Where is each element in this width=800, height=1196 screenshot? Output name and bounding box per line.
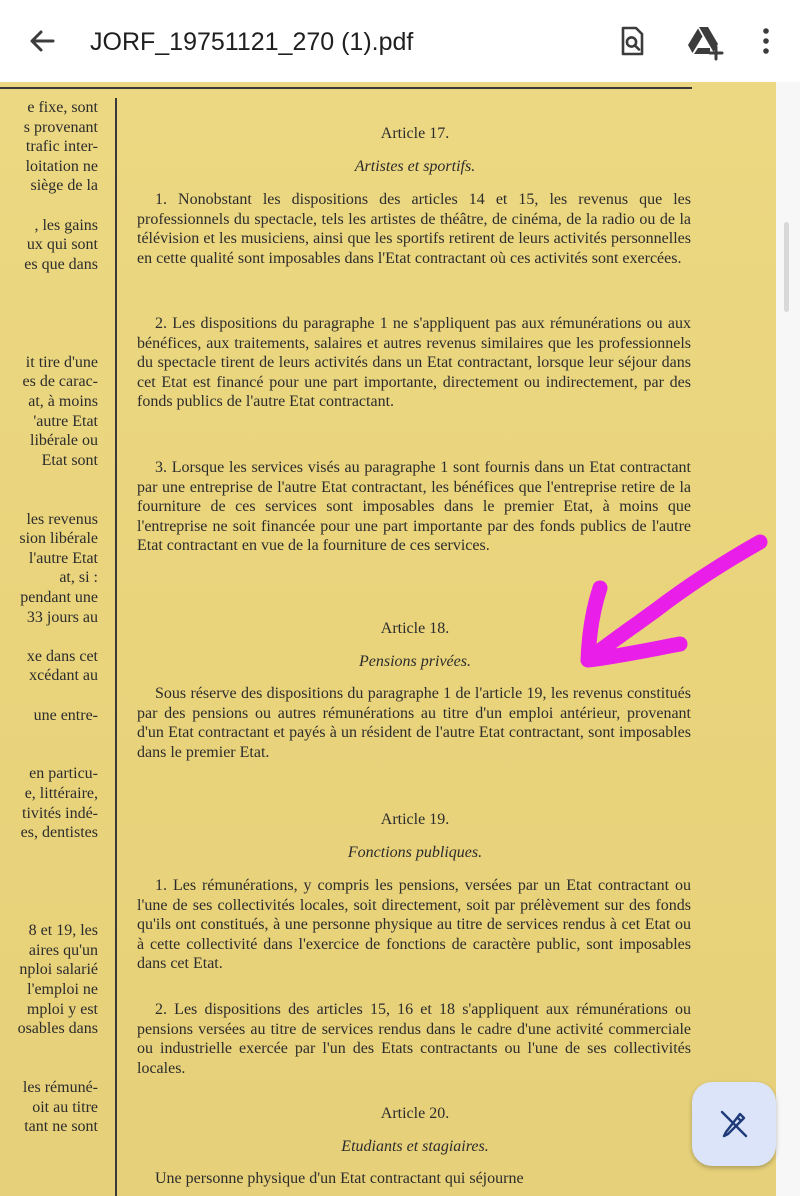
article-18-subheading: Pensions privées.	[359, 653, 471, 670]
left-column-line: aires qu'un	[28, 941, 98, 959]
left-column-line: es, dentistes	[20, 824, 98, 842]
left-column-line: xcédant au	[29, 667, 98, 685]
left-column-line: at, si :	[59, 569, 98, 587]
more-vert-icon[interactable]	[746, 21, 786, 61]
left-column-line: une entre-	[33, 706, 98, 724]
left-column-fragment	[0, 82, 98, 1196]
article-17-heading: Article 17.	[380, 125, 450, 142]
pen-edit-icon	[718, 1108, 750, 1140]
left-column-line: , les gains	[34, 216, 98, 234]
left-column-line: tivités indé-	[22, 804, 98, 822]
app-bar	[0, 0, 800, 82]
left-column-line: e, littéraire,	[24, 785, 98, 802]
left-column-line: les rémuné-	[22, 1079, 98, 1096]
left-column-line: libérale ou	[30, 432, 98, 450]
scrollbar[interactable]	[776, 82, 800, 1196]
left-column-line: l'autre Etat	[28, 549, 98, 567]
column-divider	[115, 98, 117, 1196]
left-column-line: osables dans	[17, 1020, 98, 1038]
left-column-line: siège de la	[30, 177, 98, 195]
left-column-line: mploi y est	[26, 1000, 98, 1018]
article-17-subheading: Artistes et sportifs.	[354, 158, 476, 175]
left-column-line: 'autre Etat	[33, 412, 98, 430]
left-column-line: trafic inter-	[25, 138, 98, 156]
article-19-heading: Article 19.	[380, 811, 450, 828]
find-in-page-icon[interactable]	[612, 21, 652, 61]
left-column-line: loitation ne	[25, 157, 98, 175]
left-column-line: nploi salarié	[19, 961, 98, 979]
left-column-line: it tire d'une	[25, 353, 98, 371]
left-column-line: ux qui sont	[26, 236, 98, 254]
left-column-line: les revenus	[26, 510, 98, 528]
article-18-paragraph-1: Sous réserve des dispositions du paragraphe 1 de l'article 19, les revenus constitués par des pensions ou autres rémunérations au titre d'un emploi antérieur, provenant d'un Etat contractant et payés à un résident de l'autre Etat contractant, sont imposables dans le premier Etat.	[137, 685, 691, 761]
left-column-line: xe dans cet	[26, 647, 98, 665]
left-column-line: 33 jours au	[26, 608, 98, 626]
left-column-line: tant ne sont	[24, 1118, 98, 1136]
left-column-line: s provenant	[23, 118, 98, 136]
add-to-drive-icon[interactable]	[684, 21, 724, 61]
left-column-line: 8 et 19, les	[28, 922, 98, 940]
scanned-page	[0, 82, 776, 1196]
left-column-line: pendant une	[20, 589, 98, 606]
left-column-line: es de carac-	[22, 373, 98, 391]
document-title: JORF_19751121_270 (1).pdf	[90, 28, 414, 56]
article-20-paragraph-1: Une personne physique d'un Etat contractant qui séjourne	[155, 1170, 524, 1187]
left-column-line: en particu-	[29, 765, 98, 783]
article-20-heading: Article 20.	[380, 1105, 450, 1122]
back-arrow-icon[interactable]	[22, 21, 62, 61]
pdf-viewer[interactable]	[0, 82, 800, 1196]
left-column-line: Etat sont	[41, 451, 98, 469]
article-17-paragraph-1: 1. Nonobstant les dispositions des articles 14 et 15, les revenus que les professionnels du spectacle, tels les artistes de théâtre, de cinéma, de la radio ou de la télévision et les musiciens, ainsi que les sportifs retirent de leurs activités personnelles en cette qualité sont imposables dans l'Etat contractant où ces activités sont exercées.	[137, 191, 691, 267]
scrollbar-thumb[interactable]	[784, 222, 789, 312]
article-18-heading: Article 18.	[380, 620, 450, 637]
article-20-subheading: Etudiants et stagiaires.	[341, 1138, 489, 1155]
article-19-paragraph-2: 2. Les dispositions des articles 15, 16 et 18 s'appliquent aux rémunérations ou pensions versées au titre de services rendus dans le cadre d'une activité commerciale ou industrielle exercée par l'un des Etats contractants ou l'une de ses collectivités locales.	[137, 1001, 691, 1077]
article-17-paragraph-3: 3. Lorsque les services visés au paragraphe 1 sont fournis dans un Etat contractant par une entreprise de l'autre Etat contractant, les bénéfices que l'entreprise retire de la fourniture de ces services sont imposables dans le premier Etat, à moins que l'entreprise ne soit financée pour une part importante par des fonds publics de l'autre Etat contractant en vue de la fourniture de ces services.	[137, 459, 691, 555]
article-19-subheading: Fonctions publiques.	[347, 844, 483, 861]
left-column-line: at, à moins	[28, 393, 98, 410]
edit-fab-button[interactable]	[692, 1082, 776, 1166]
left-column-line: es que dans	[24, 255, 98, 273]
article-17-paragraph-2: 2. Les dispositions du paragraphe 1 ne s'appliquent pas aux rémunérations ou aux bénéfices, aux traitements, salaires et autres revenus similaires que les professionnels du spectacle tirent de leurs activités dans un Etat contractant, lorsque leur séjour dans cet Etat est financé pour une part importante, directement ou indirectement, par des fonds publics de l'autre Etat contractant.	[137, 315, 691, 411]
left-column-line: oit au titre	[32, 1098, 98, 1116]
page-top-rule	[0, 87, 692, 89]
left-column-line: l'emploi ne	[27, 981, 98, 998]
left-column-line: e fixe, sont	[27, 99, 98, 116]
article-19-paragraph-1: 1. Les rémunérations, y compris les pensions, versées par un Etat contractant ou l'une de ses collectivités locales, soit directement, soit par prélèvement sur des fonds qu'ils ont constitués, à une personne physique au titre de services rendus à cet Etat ou à cette collectivité dans l'exercice de fonctions de caractère public, sont imposables dans cet Etat.	[137, 877, 691, 973]
left-column-line: sion libérale	[19, 530, 98, 548]
